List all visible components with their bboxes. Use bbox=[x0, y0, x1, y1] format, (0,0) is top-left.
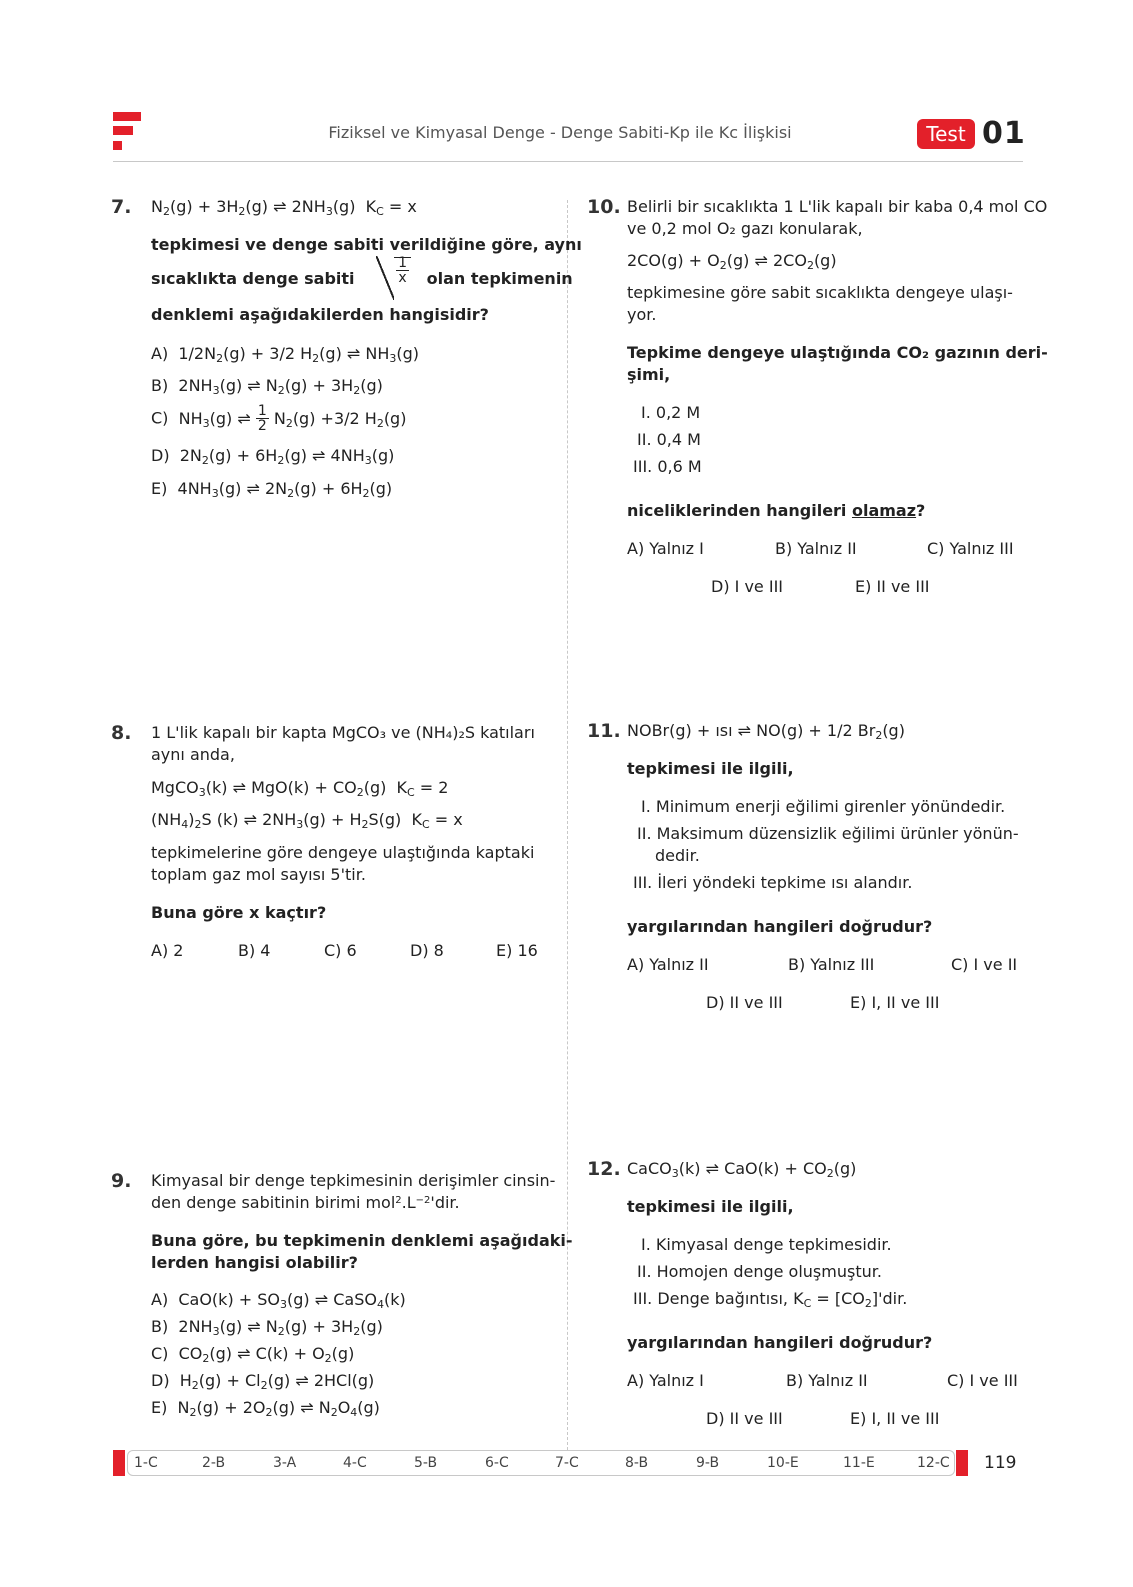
q11-choice-a: A) Yalnız II bbox=[627, 955, 709, 974]
q10-choice-d: D) I ve III bbox=[711, 577, 784, 596]
question-9 bbox=[151, 1170, 573, 1430]
question-8-number: 8. bbox=[111, 722, 132, 744]
q9-option-e: E) $N_2(g) + 2O_2(g)$ ⇌ $N_2O_4(g)$ bbox=[151, 1398, 380, 1419]
q8-body-line2: toplam gaz mol sayısı 5'tir. bbox=[151, 865, 366, 884]
q8-choice-d: D) 8 bbox=[410, 941, 444, 960]
question-11 bbox=[627, 720, 1019, 1020]
question-12-number: 12. bbox=[587, 1158, 621, 1180]
q12-equation: CaCO$_3$(k) ⇌ $CaO(k) + CO_2(g)$ bbox=[627, 1159, 857, 1180]
q10-choice-b: B) Yalnız II bbox=[775, 539, 857, 558]
answer-key-item: 7-C bbox=[555, 1455, 579, 1471]
q11-choice-e: E) I, II ve III bbox=[850, 993, 940, 1012]
q10-body-line2: yor. bbox=[627, 305, 657, 324]
q11-intro: tepkimesi ile ilgili, bbox=[627, 759, 794, 778]
q8-choice-c: C) 6 bbox=[324, 941, 357, 960]
answer-key-item: 6-C bbox=[485, 1455, 509, 1471]
column-divider bbox=[567, 200, 568, 1450]
answer-key-item: 8-B bbox=[625, 1455, 649, 1471]
q9-option-b: B) $2NH_3(g)$ ⇌ $N_2(g) + 3H_2(g)$ bbox=[151, 1317, 383, 1338]
sqrt-one-over-x: $\frac{1}{x}$ bbox=[376, 256, 411, 285]
q12-choice-c: C) I ve III bbox=[947, 1371, 1018, 1390]
q11-choice-c: C) I ve II bbox=[951, 955, 1018, 974]
answer-key-item: 3-A bbox=[273, 1455, 297, 1471]
test-number: 01 bbox=[982, 116, 1026, 151]
answer-key-item: 5-B bbox=[414, 1455, 438, 1471]
question-10 bbox=[627, 196, 1048, 606]
q10-intro-line1: Belirli bir sıcaklıkta 1 L'lik kapalı bir kaba 0,4 mol CO bbox=[627, 197, 1048, 216]
q10-intro-line2: ve 0,2 mol O₂ gazı konularak, bbox=[627, 219, 863, 238]
q7-stem-line1: tepkimesi ve denge sabiti verildiğine göre, aynı bbox=[151, 235, 582, 254]
page-number: 119 bbox=[984, 1453, 1017, 1473]
q8-intro-line2: aynı anda, bbox=[151, 745, 235, 764]
q7-option-b: B) $2NH_3(g)$ ⇌ $N_2(g) + 3H_2(g)$ bbox=[151, 376, 383, 397]
q9-question-line1: Buna göre, bu tepkimenin denklemi aşağıdaki- bbox=[151, 1231, 573, 1250]
q10-item-2: II. 0,4 M bbox=[637, 430, 701, 449]
q7-equation: $N_2(g) + 3H_2(g)$ ⇌ $2NH_3(g) K_C = x$ bbox=[151, 197, 417, 218]
q9-option-d: D) $H_2(g) + Cl_2(g)$ ⇌ 2HCl(g) bbox=[151, 1371, 375, 1392]
test-badge: Test bbox=[917, 119, 975, 149]
q8-question: Buna göre x kaçtır? bbox=[151, 903, 327, 922]
q8-intro-line1: 1 L'lik kapalı bir kapta MgCO₃ ve (NH₄)₂S katıları bbox=[151, 723, 535, 742]
q12-item-3: III. Denge bağıntısı, $K_C = [CO_2]'dir$. bbox=[633, 1289, 908, 1310]
q11-choice-d: D) II ve III bbox=[706, 993, 783, 1012]
question-7 bbox=[151, 196, 582, 506]
answer-key-item: 12-C bbox=[917, 1455, 950, 1471]
q10-choice-e: E) II ve III bbox=[855, 577, 930, 596]
q9-question-line2: lerden hangisi olabilir? bbox=[151, 1253, 358, 1272]
answer-key-item: 4-C bbox=[343, 1455, 367, 1471]
question-11-number: 11. bbox=[587, 720, 621, 742]
question-8 bbox=[151, 722, 538, 972]
q9-intro-line2: den denge sabitinin birimi $mol^2.L^{-2}'dir$. bbox=[151, 1193, 460, 1212]
q7-option-a: A) $1/2N_2(g) + 3/2$ $H_2(g)$ ⇌ $NH_3(g)$ bbox=[151, 344, 420, 365]
answer-key-item: 2-B bbox=[202, 1455, 226, 1471]
q11-item-2-cont: dedir. bbox=[655, 846, 700, 865]
q11-item-1: I. Minimum enerji eğilimi girenler yönündedir. bbox=[641, 797, 1006, 816]
q11-item-3: III. İleri yöndeki tepkime ısı alandır. bbox=[633, 873, 913, 892]
q11-item-2: II. Maksimum düzensizlik eğilimi ürünler yönün- bbox=[637, 824, 1019, 843]
q9-option-c: C) $CO_2(g)$ ⇌ $C(k) + O_2(g)$ bbox=[151, 1344, 355, 1365]
q10-question-line2: şimi, bbox=[627, 365, 671, 384]
q12-choice-b: B) Yalnız II bbox=[786, 1371, 868, 1390]
fraction-one-half: $\frac{1}{2}$ bbox=[257, 403, 267, 434]
q8-choice-a: A) 2 bbox=[151, 941, 184, 960]
q10-choice-a: A) Yalnız I bbox=[627, 539, 704, 558]
answer-key-item: 1-C bbox=[134, 1455, 158, 1471]
q7-option-d: D) $2N_2(g) + 6H_2(g)$ ⇌ $4NH_3(g)$ bbox=[151, 446, 395, 467]
q8-body-line1: tepkimelerine göre dengeye ulaştığında kaptaki bbox=[151, 843, 535, 862]
q8-choice-b: B) 4 bbox=[238, 941, 271, 960]
q8-choice-e: E) 16 bbox=[496, 941, 538, 960]
q10-choice-c: C) Yalnız III bbox=[927, 539, 1014, 558]
q12-intro: tepkimesi ile ilgili, bbox=[627, 1197, 794, 1216]
q12-choice-a: A) Yalnız I bbox=[627, 1371, 704, 1390]
q9-option-a: A) $CaO(k) + SO_3(g)$ ⇌ CaSO$_4$(k) bbox=[151, 1290, 406, 1311]
q12-choice-e: E) I, II ve III bbox=[850, 1409, 940, 1428]
q11-equation: NOBr(g) + ısı ⇌ NO(g) + 1/2 $Br_2(g)$ bbox=[627, 721, 905, 742]
answer-key-item: 11-E bbox=[843, 1455, 875, 1471]
answer-key-item: 9-B bbox=[696, 1455, 720, 1471]
q10-question-line1: Tepkime dengeye ulaştığında CO₂ gazının deri- bbox=[627, 343, 1048, 362]
q8-equation-2: $(NH_4)_2S$ (k) ⇌ $2NH_3(g) + H_2S(g) K_C = x$ bbox=[151, 810, 463, 831]
q12-item-1: I. Kimyasal denge tepkimesidir. bbox=[641, 1235, 892, 1254]
q10-equation: $2CO(g) + O_2(g)$ ⇌ $2CO_2(g)$ bbox=[627, 251, 837, 272]
q9-intro-line1: Kimyasal bir denge tepkimesinin derişimler cinsin- bbox=[151, 1171, 556, 1190]
question-12 bbox=[627, 1158, 1018, 1438]
q7-option-e: E) $4NH_3(g)$ ⇌ $2N_2(g) + 6H_2(g)$ bbox=[151, 479, 393, 500]
page-header-title: Fiziksel ve Kimyasal Denge - Denge Sabiti-Kp ile Kc İlişkisi bbox=[328, 123, 792, 142]
q12-question: yargılarından hangileri doğrudur? bbox=[627, 1333, 933, 1352]
q10-body-line1: tepkimesine göre sabit sıcaklıkta dengeye ulaşı- bbox=[627, 283, 1013, 302]
q7-stem-line2: sıcaklıkta denge sabiti $\frac{1}{x}$ olan tepkimenin bbox=[151, 255, 573, 288]
answer-key-bar bbox=[127, 1450, 955, 1476]
footer-accent-right bbox=[956, 1450, 968, 1476]
q11-question: yargılarından hangileri doğrudur? bbox=[627, 917, 933, 936]
header-divider bbox=[113, 161, 1023, 162]
q12-item-2: II. Homojen denge oluşmuştur. bbox=[637, 1262, 882, 1281]
q7-option-c: C) $NH_3(g)$ ⇌ $\frac{1}{2}$ $N_2(g) +3/2$ $H_2(g)$ bbox=[151, 403, 407, 434]
q10-item-1: I. 0,2 M bbox=[641, 403, 701, 422]
question-10-number: 10. bbox=[587, 196, 621, 218]
question-7-number: 7. bbox=[111, 196, 132, 218]
publisher-logo bbox=[113, 112, 143, 154]
answer-key-item: 10-E bbox=[767, 1455, 799, 1471]
q12-choice-d: D) II ve III bbox=[706, 1409, 783, 1428]
q7-stem-line3: denklemi aşağıdakilerden hangisidir? bbox=[151, 305, 489, 324]
footer-accent-left bbox=[113, 1450, 125, 1476]
q10-ask: niceliklerinden hangileri olamaz? bbox=[627, 501, 926, 520]
q10-item-3: III. 0,6 M bbox=[633, 457, 702, 476]
q8-equation-1: MgCO$_3$(k) ⇌ $MgO(k) + CO_2(g) K_C = 2$ bbox=[151, 778, 449, 799]
question-9-number: 9. bbox=[111, 1170, 132, 1192]
q11-choice-b: B) Yalnız III bbox=[788, 955, 875, 974]
